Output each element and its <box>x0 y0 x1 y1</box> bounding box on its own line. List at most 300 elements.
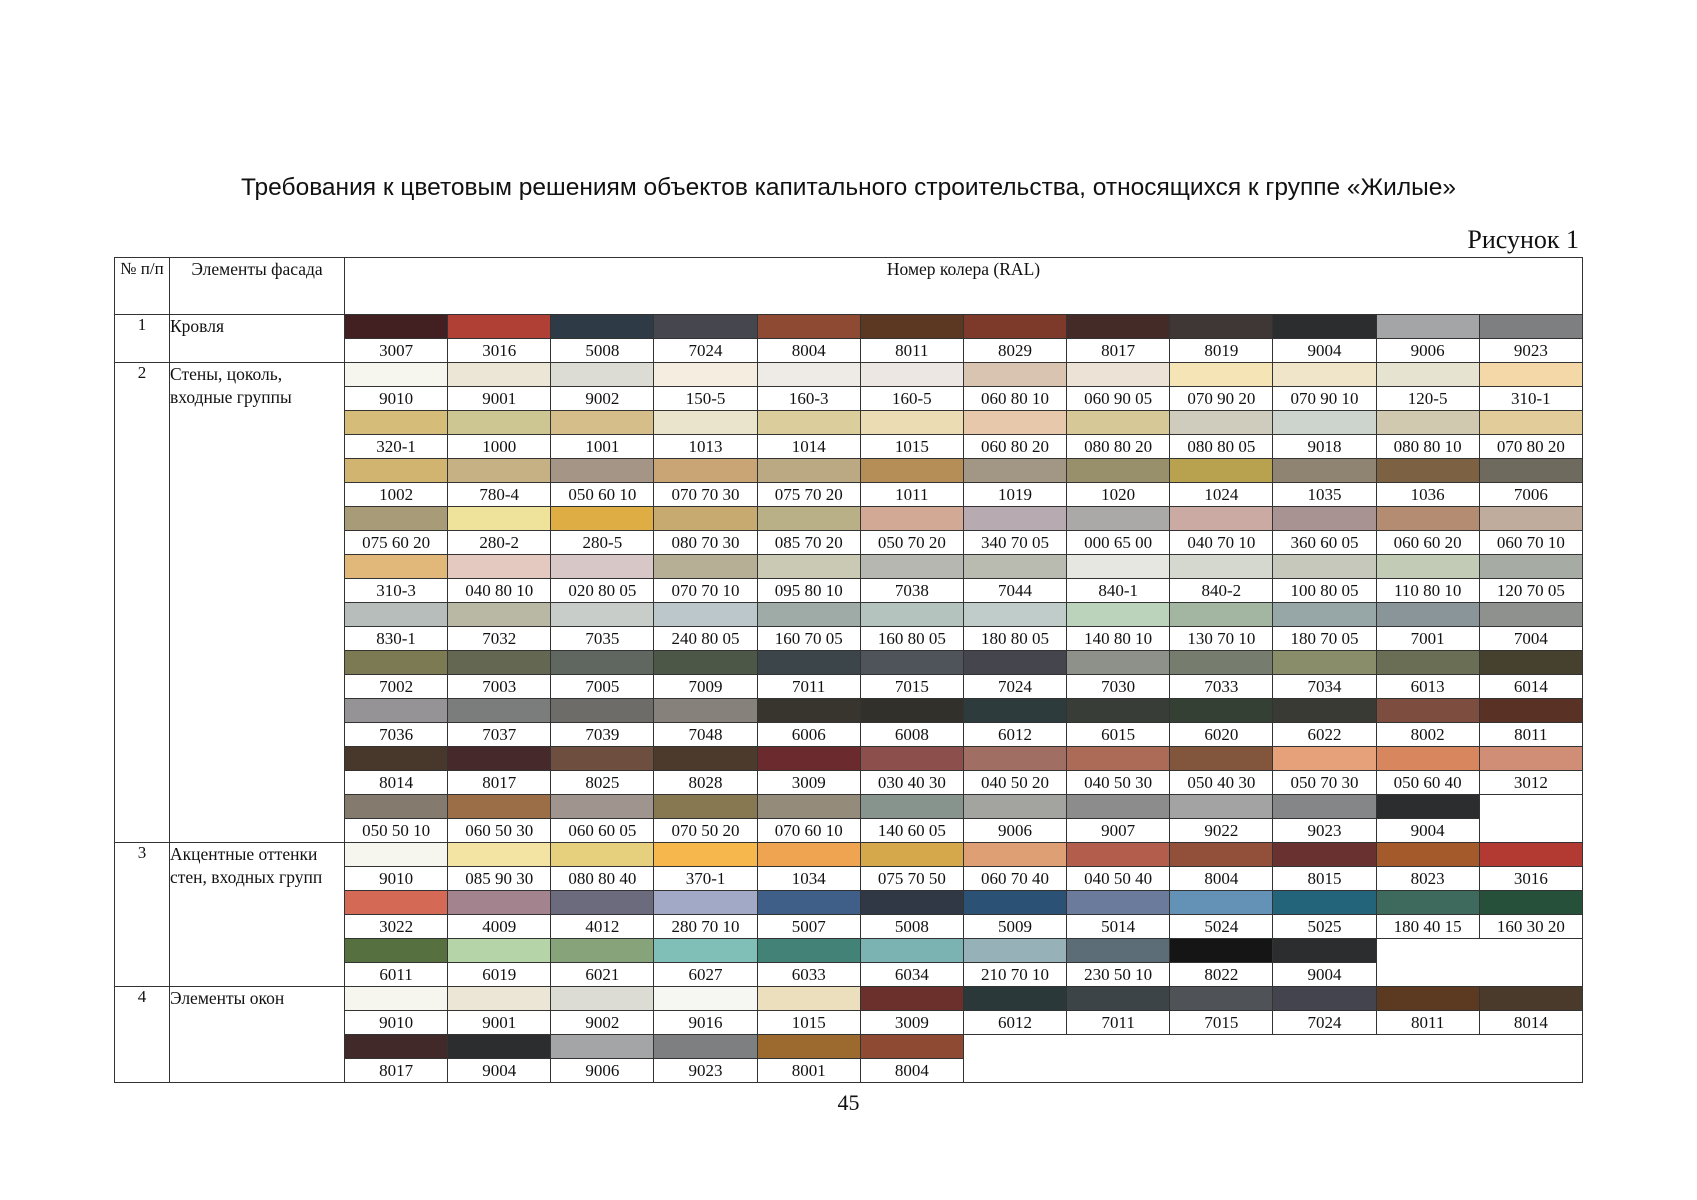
figure-label: Рисунок 1 <box>1467 225 1579 254</box>
color-code: 1015 <box>860 435 963 459</box>
color-code: 840-2 <box>1170 579 1273 603</box>
color-code: 340 70 05 <box>963 531 1066 555</box>
color-code: 9006 <box>551 1059 654 1083</box>
color-code: 1015 <box>757 1011 860 1035</box>
color-code: 8022 <box>1170 963 1273 987</box>
color-swatch <box>757 795 860 819</box>
color-swatch <box>654 1035 757 1059</box>
color-swatch <box>1067 651 1170 675</box>
color-code: 9016 <box>654 1011 757 1035</box>
color-code: 1011 <box>860 483 963 507</box>
color-swatch <box>1273 795 1376 819</box>
color-code: 6022 <box>1273 723 1376 747</box>
color-swatch <box>345 939 448 963</box>
color-swatch <box>1273 939 1376 963</box>
color-code: 6020 <box>1170 723 1273 747</box>
color-code: 020 80 05 <box>551 579 654 603</box>
color-code: 085 70 20 <box>757 531 860 555</box>
color-code: 6027 <box>654 963 757 987</box>
color-code: 1036 <box>1376 483 1479 507</box>
color-code: 7011 <box>757 675 860 699</box>
color-code: 060 90 05 <box>1067 387 1170 411</box>
color-swatch <box>1170 411 1273 435</box>
color-swatch <box>448 411 551 435</box>
color-swatch <box>860 843 963 867</box>
row-number: 1 <box>115 315 170 363</box>
color-swatch <box>1479 651 1582 675</box>
color-swatch <box>860 507 963 531</box>
color-swatch <box>1273 603 1376 627</box>
color-code: 180 40 15 <box>1376 915 1479 939</box>
page-number: 45 <box>837 1090 860 1115</box>
color-swatch <box>345 699 448 723</box>
color-code: 7024 <box>963 675 1066 699</box>
color-swatch <box>448 987 551 1011</box>
color-code: 9006 <box>963 819 1066 843</box>
color-swatch <box>1067 987 1170 1011</box>
color-code: 280 70 10 <box>654 915 757 939</box>
color-swatch <box>448 363 551 387</box>
color-swatch <box>1067 603 1170 627</box>
color-code: 8002 <box>1376 723 1479 747</box>
color-code: 9023 <box>1273 819 1376 843</box>
color-swatch <box>1273 747 1376 771</box>
color-swatch <box>1376 891 1479 915</box>
color-code: 8011 <box>860 339 963 363</box>
color-swatch <box>551 1035 654 1059</box>
color-code: 1000 <box>448 435 551 459</box>
color-swatch <box>551 939 654 963</box>
color-swatch <box>1273 843 1376 867</box>
color-swatch <box>654 603 757 627</box>
color-code: 085 90 30 <box>448 867 551 891</box>
empty-cell <box>1479 795 1582 843</box>
color-code: 040 80 10 <box>448 579 551 603</box>
color-swatch <box>1273 411 1376 435</box>
color-swatch <box>1170 459 1273 483</box>
color-code: 8014 <box>345 771 448 795</box>
color-swatch <box>448 315 551 339</box>
color-swatch <box>448 459 551 483</box>
color-code: 6012 <box>963 1011 1066 1035</box>
color-swatch <box>1273 891 1376 915</box>
color-swatch <box>1376 795 1479 819</box>
color-swatch <box>1479 891 1582 915</box>
color-code: 9004 <box>448 1059 551 1083</box>
color-code: 6034 <box>860 963 963 987</box>
color-swatch <box>860 603 963 627</box>
color-swatch <box>345 747 448 771</box>
color-code: 000 65 00 <box>1067 531 1170 555</box>
color-swatch <box>963 699 1066 723</box>
color-code: 8004 <box>757 339 860 363</box>
color-code: 060 70 10 <box>1479 531 1582 555</box>
color-code: 080 80 10 <box>1376 435 1479 459</box>
color-code: 1024 <box>1170 483 1273 507</box>
color-swatch <box>1067 363 1170 387</box>
row-number: 4 <box>115 987 170 1083</box>
color-swatch <box>345 651 448 675</box>
color-swatch <box>345 987 448 1011</box>
color-code: 360 60 05 <box>1273 531 1376 555</box>
color-code: 050 60 10 <box>551 483 654 507</box>
color-code: 8011 <box>1479 723 1582 747</box>
color-swatch <box>654 891 757 915</box>
color-code: 075 60 20 <box>345 531 448 555</box>
color-swatch <box>551 363 654 387</box>
color-swatch <box>757 507 860 531</box>
color-code: 8029 <box>963 339 1066 363</box>
color-code: 7005 <box>551 675 654 699</box>
color-swatch <box>448 939 551 963</box>
color-swatch <box>1479 747 1582 771</box>
color-swatch <box>1479 555 1582 579</box>
color-code: 7037 <box>448 723 551 747</box>
color-code: 9002 <box>551 387 654 411</box>
color-code: 160-3 <box>757 387 860 411</box>
color-swatch <box>757 939 860 963</box>
color-swatch <box>654 939 757 963</box>
color-code: 8025 <box>551 771 654 795</box>
facade-element-name: Элементы окон <box>170 987 345 1083</box>
swatch-row <box>115 315 1583 339</box>
color-code: 160-5 <box>860 387 963 411</box>
color-swatch <box>1376 603 1479 627</box>
color-code: 8017 <box>1067 339 1170 363</box>
color-swatch <box>448 507 551 531</box>
color-code: 070 70 30 <box>654 483 757 507</box>
color-code: 8004 <box>860 1059 963 1083</box>
color-code: 3016 <box>448 339 551 363</box>
color-swatch <box>963 891 1066 915</box>
color-code: 070 90 20 <box>1170 387 1273 411</box>
color-swatch <box>1170 795 1273 819</box>
header-ral: Номер колера (RAL) <box>345 258 1583 315</box>
color-swatch <box>1479 507 1582 531</box>
color-swatch <box>757 651 860 675</box>
color-swatch <box>1376 315 1479 339</box>
color-code: 5008 <box>551 339 654 363</box>
color-code: 9001 <box>448 387 551 411</box>
color-code: 9004 <box>1273 963 1376 987</box>
color-swatch <box>1067 939 1170 963</box>
color-swatch <box>963 315 1066 339</box>
color-code: 8017 <box>345 1059 448 1083</box>
row-number: 3 <box>115 843 170 987</box>
color-code: 6015 <box>1067 723 1170 747</box>
color-swatch <box>1273 555 1376 579</box>
color-swatch <box>963 363 1066 387</box>
color-swatch <box>860 315 963 339</box>
color-swatch <box>1479 411 1582 435</box>
color-code: 7004 <box>1479 627 1582 651</box>
color-swatch <box>551 603 654 627</box>
color-code: 320-1 <box>345 435 448 459</box>
color-code: 8014 <box>1479 1011 1582 1035</box>
color-swatch <box>860 411 963 435</box>
color-code: 9004 <box>1273 339 1376 363</box>
color-code: 3009 <box>757 771 860 795</box>
color-swatch <box>757 363 860 387</box>
color-code: 780-4 <box>448 483 551 507</box>
color-code: 040 50 30 <box>1067 771 1170 795</box>
color-swatch <box>551 747 654 771</box>
color-swatch <box>1376 843 1479 867</box>
color-swatch <box>1479 363 1582 387</box>
header-num: № п/п <box>115 258 170 315</box>
color-code: 4012 <box>551 915 654 939</box>
color-code: 070 90 10 <box>1273 387 1376 411</box>
color-code: 280-5 <box>551 531 654 555</box>
swatch-row <box>115 363 1583 387</box>
color-code: 9004 <box>1376 819 1479 843</box>
color-swatch <box>860 459 963 483</box>
color-swatch <box>1170 315 1273 339</box>
color-swatch <box>654 411 757 435</box>
color-code: 7015 <box>1170 1011 1273 1035</box>
color-swatch <box>860 1035 963 1059</box>
color-code: 9002 <box>551 1011 654 1035</box>
color-swatch <box>757 699 860 723</box>
color-code: 180 70 05 <box>1273 627 1376 651</box>
color-swatch <box>551 699 654 723</box>
color-code: 7048 <box>654 723 757 747</box>
color-swatch <box>345 891 448 915</box>
color-swatch <box>860 747 963 771</box>
color-code: 160 30 20 <box>1479 915 1582 939</box>
color-swatch <box>757 987 860 1011</box>
color-swatch <box>1273 363 1376 387</box>
color-swatch <box>654 699 757 723</box>
color-swatch <box>448 651 551 675</box>
color-swatch <box>1376 459 1479 483</box>
color-code: 8019 <box>1170 339 1273 363</box>
color-swatch <box>551 795 654 819</box>
color-code: 1020 <box>1067 483 1170 507</box>
color-swatch <box>757 843 860 867</box>
color-code: 230 50 10 <box>1067 963 1170 987</box>
color-code: 5025 <box>1273 915 1376 939</box>
color-swatch <box>1170 939 1273 963</box>
color-swatch <box>551 459 654 483</box>
color-swatch <box>345 459 448 483</box>
color-swatch <box>1273 315 1376 339</box>
color-code: 3007 <box>345 339 448 363</box>
color-swatch <box>654 795 757 819</box>
color-swatch <box>345 315 448 339</box>
color-swatch <box>757 411 860 435</box>
color-code: 9006 <box>1376 339 1479 363</box>
color-swatch <box>1067 555 1170 579</box>
color-code: 5007 <box>757 915 860 939</box>
color-swatch <box>345 603 448 627</box>
color-code: 8028 <box>654 771 757 795</box>
color-code: 7011 <box>1067 1011 1170 1035</box>
color-code: 3012 <box>1479 771 1582 795</box>
color-code: 080 70 30 <box>654 531 757 555</box>
color-swatch <box>654 315 757 339</box>
color-swatch <box>551 411 654 435</box>
color-code: 7006 <box>1479 483 1582 507</box>
color-swatch <box>1170 891 1273 915</box>
page-title: Требования к цветовым решениям объектов капитального строительства, относящихся к группе «Жилые» <box>240 174 1457 201</box>
color-code: 095 80 10 <box>757 579 860 603</box>
color-code: 9007 <box>1067 819 1170 843</box>
color-code: 160 80 05 <box>860 627 963 651</box>
color-code: 7009 <box>654 675 757 699</box>
color-code: 6011 <box>345 963 448 987</box>
color-code: 1014 <box>757 435 860 459</box>
color-code: 6021 <box>551 963 654 987</box>
facade-element-name: Кровля <box>170 315 345 363</box>
color-swatch <box>963 603 1066 627</box>
facade-element-name: Акцентные оттенки стен, входных групп <box>170 843 345 987</box>
color-code: 210 70 10 <box>963 963 1066 987</box>
header-elements: Элементы фасада <box>170 258 345 315</box>
color-code: 5024 <box>1170 915 1273 939</box>
color-code: 075 70 20 <box>757 483 860 507</box>
color-swatch <box>654 747 757 771</box>
color-code: 7024 <box>1273 1011 1376 1035</box>
color-code: 050 60 40 <box>1376 771 1479 795</box>
color-swatch <box>1479 315 1582 339</box>
color-code: 5014 <box>1067 915 1170 939</box>
color-code: 7001 <box>1376 627 1479 651</box>
color-code: 4009 <box>448 915 551 939</box>
color-swatch <box>963 411 1066 435</box>
color-swatch <box>1170 699 1273 723</box>
color-swatch <box>963 651 1066 675</box>
color-swatch <box>860 651 963 675</box>
color-swatch <box>963 843 1066 867</box>
color-code: 040 50 20 <box>963 771 1066 795</box>
color-swatch <box>860 699 963 723</box>
color-code: 060 50 30 <box>448 819 551 843</box>
color-code: 7038 <box>860 579 963 603</box>
color-code: 060 60 20 <box>1376 531 1479 555</box>
color-code: 9023 <box>654 1059 757 1083</box>
color-code: 6019 <box>448 963 551 987</box>
ral-color-table <box>114 257 1583 1083</box>
color-swatch <box>551 507 654 531</box>
color-code: 8023 <box>1376 867 1479 891</box>
color-code: 5009 <box>963 915 1066 939</box>
color-code: 180 80 05 <box>963 627 1066 651</box>
color-swatch <box>963 459 1066 483</box>
row-number: 2 <box>115 363 170 843</box>
color-swatch <box>860 555 963 579</box>
color-code: 140 80 10 <box>1067 627 1170 651</box>
color-swatch <box>1273 987 1376 1011</box>
color-swatch <box>345 1035 448 1059</box>
color-code: 060 80 10 <box>963 387 1066 411</box>
color-swatch <box>551 555 654 579</box>
facade-element-name: Стены, цоколь, входные группы <box>170 363 345 843</box>
color-code: 080 80 40 <box>551 867 654 891</box>
color-code: 8015 <box>1273 867 1376 891</box>
color-code: 050 70 30 <box>1273 771 1376 795</box>
color-code: 160 70 05 <box>757 627 860 651</box>
color-code: 070 50 20 <box>654 819 757 843</box>
color-swatch <box>448 891 551 915</box>
color-code: 280-2 <box>448 531 551 555</box>
color-code: 120-5 <box>1376 387 1479 411</box>
color-swatch <box>757 315 860 339</box>
color-code: 7015 <box>860 675 963 699</box>
color-code: 6012 <box>963 723 1066 747</box>
color-code: 060 60 05 <box>551 819 654 843</box>
color-swatch <box>448 795 551 819</box>
color-swatch <box>757 459 860 483</box>
color-code: 1002 <box>345 483 448 507</box>
color-code: 7002 <box>345 675 448 699</box>
color-code: 9018 <box>1273 435 1376 459</box>
color-swatch <box>345 555 448 579</box>
color-swatch <box>1479 699 1582 723</box>
color-code: 070 80 20 <box>1479 435 1582 459</box>
color-swatch <box>1376 747 1479 771</box>
color-code: 5008 <box>860 915 963 939</box>
color-swatch <box>1479 603 1582 627</box>
color-code: 310-1 <box>1479 387 1582 411</box>
color-swatch <box>345 507 448 531</box>
color-code: 6014 <box>1479 675 1582 699</box>
color-swatch <box>1067 315 1170 339</box>
color-code: 840-1 <box>1067 579 1170 603</box>
color-swatch <box>1376 987 1479 1011</box>
color-code: 9010 <box>345 387 448 411</box>
color-code: 070 70 10 <box>654 579 757 603</box>
color-swatch <box>1067 843 1170 867</box>
color-code: 075 70 50 <box>860 867 963 891</box>
color-code: 080 80 20 <box>1067 435 1170 459</box>
color-swatch <box>1170 603 1273 627</box>
color-swatch <box>654 651 757 675</box>
color-swatch <box>448 699 551 723</box>
color-code: 050 40 30 <box>1170 771 1273 795</box>
color-swatch <box>963 507 1066 531</box>
color-swatch <box>1273 507 1376 531</box>
color-code: 7035 <box>551 627 654 651</box>
color-swatch <box>1067 507 1170 531</box>
color-swatch <box>1170 363 1273 387</box>
color-swatch <box>551 651 654 675</box>
color-swatch <box>654 843 757 867</box>
color-code: 6008 <box>860 723 963 747</box>
color-code: 7036 <box>345 723 448 747</box>
color-code: 1001 <box>551 435 654 459</box>
color-swatch <box>345 795 448 819</box>
color-swatch <box>860 795 963 819</box>
color-code: 3009 <box>860 1011 963 1035</box>
color-swatch <box>1170 987 1273 1011</box>
color-code: 1013 <box>654 435 757 459</box>
color-swatch <box>551 891 654 915</box>
color-swatch <box>551 987 654 1011</box>
color-code: 060 70 40 <box>963 867 1066 891</box>
color-swatch <box>345 363 448 387</box>
color-swatch <box>757 747 860 771</box>
color-swatch <box>654 507 757 531</box>
color-code: 080 80 05 <box>1170 435 1273 459</box>
color-swatch <box>1376 699 1479 723</box>
color-code: 9022 <box>1170 819 1273 843</box>
color-code: 7030 <box>1067 675 1170 699</box>
color-swatch <box>1170 555 1273 579</box>
color-swatch <box>860 891 963 915</box>
color-swatch <box>448 555 551 579</box>
color-swatch <box>757 603 860 627</box>
